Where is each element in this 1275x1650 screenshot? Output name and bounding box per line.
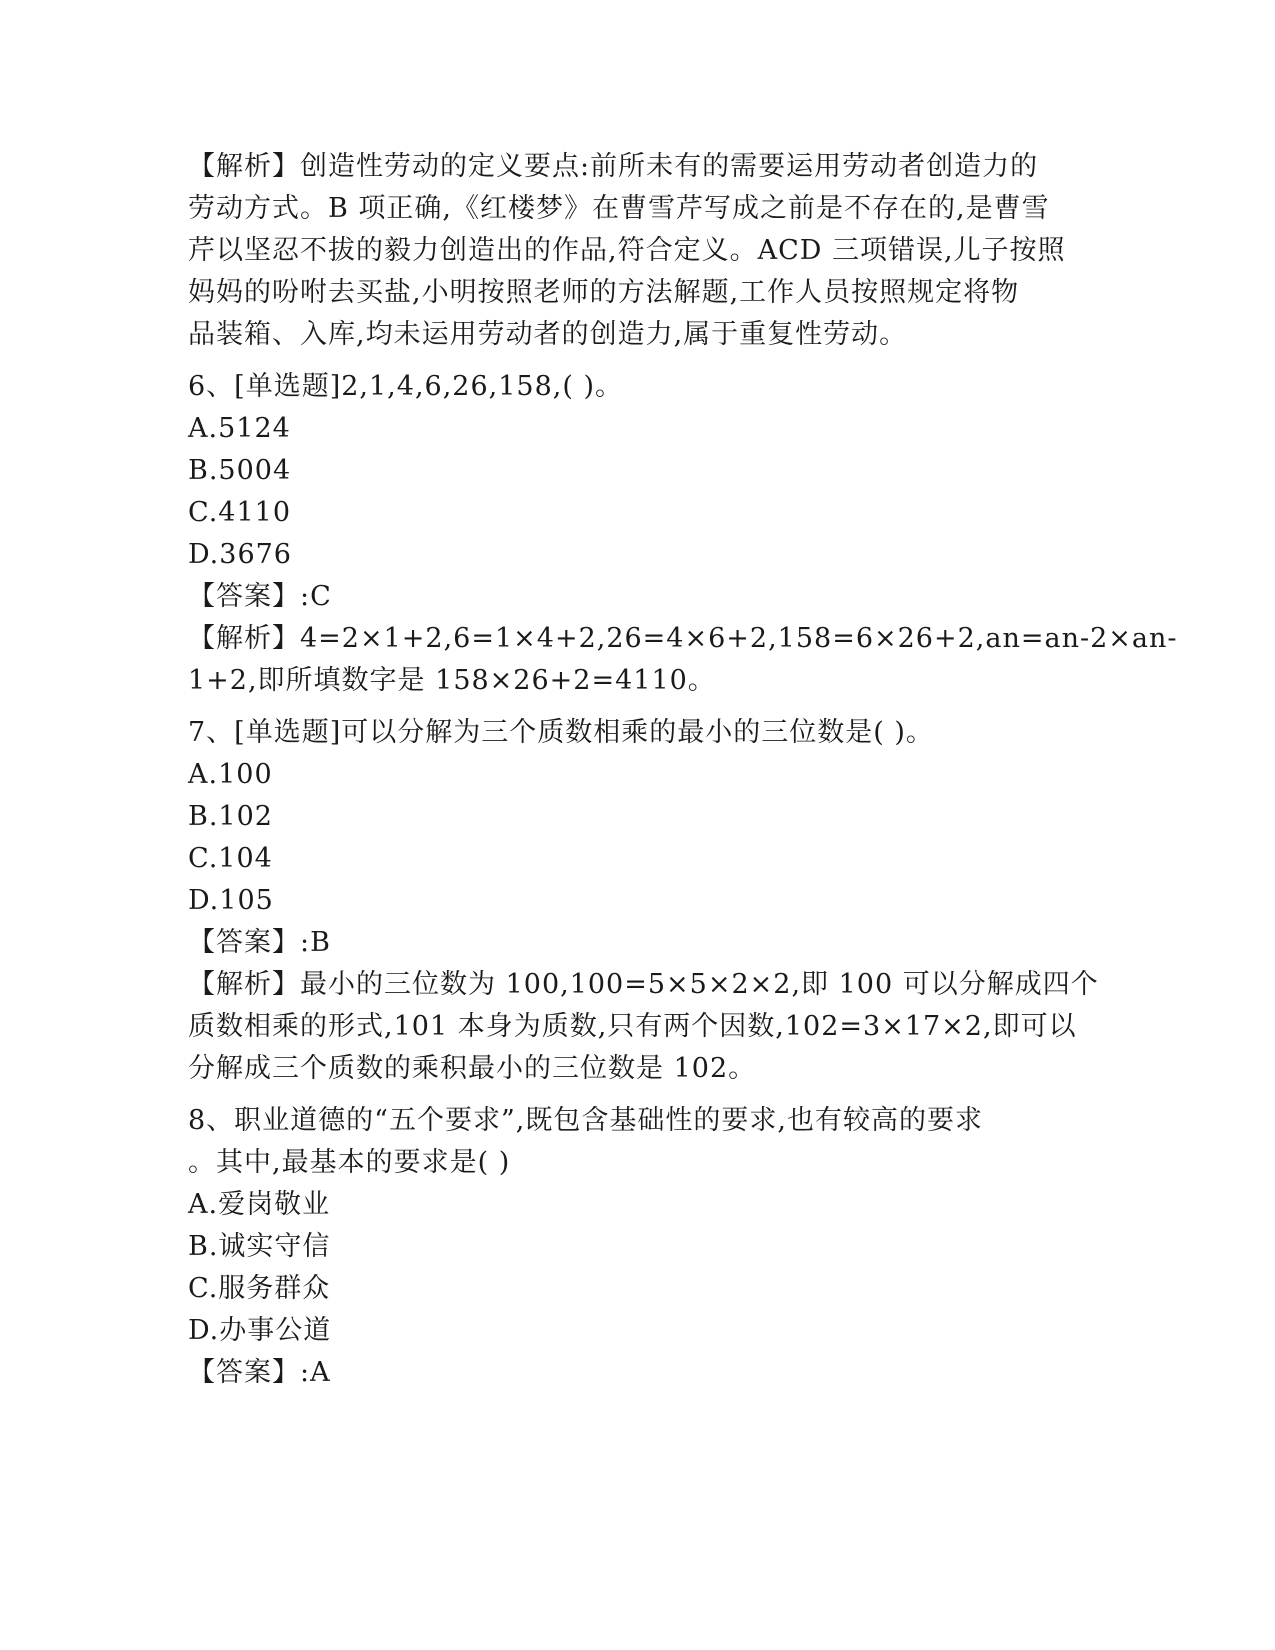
question-title: 6、[单选题]2,1,4,6,26,158,( )。 (188, 371, 623, 402)
option-c: C.104 (188, 843, 273, 874)
option-b: B.5004 (188, 455, 292, 486)
option-a: A.5124 (188, 413, 291, 444)
question-7 (188, 712, 1099, 1090)
question-title: 8、职业道德的“五个要求”,既包含基础性的要求,也有较高的要求 (188, 1105, 983, 1136)
intro-analysis (188, 146, 1088, 356)
analysis-line: 【解析】4=2×1+2,6=1×4+2,26=4×6+2,158=6×26+2,an=an-2×an- (188, 623, 1178, 654)
analysis-line: 【解析】最小的三位数为 100,100=5×5×2×2,即 100 可以分解成四个 (188, 969, 1099, 1000)
option-c: C.4110 (188, 497, 291, 528)
analysis-line: 1+2,即所填数字是 158×26+2=4110。 (188, 665, 716, 696)
question-title-cont: 。其中,最基本的要求是( ) (188, 1147, 511, 1178)
answer: 【答案】:C (188, 581, 332, 612)
option-d: D.3676 (188, 539, 292, 570)
analysis-line: 劳动方式。B 项正确,《红楼梦》在曹雪芹写成之前是不存在的,是曹雪 (188, 193, 1050, 224)
option-a: A.100 (188, 759, 273, 790)
option-d: D.105 (188, 885, 274, 916)
answer: 【答案】:A (188, 1357, 331, 1388)
question-8 (188, 1100, 1088, 1394)
analysis-line: 分解成三个质数的乘积最小的三位数是 102。 (188, 1053, 757, 1084)
analysis-line: 芹以坚忍不拔的毅力创造出的作品,符合定义。ACD 三项错误,儿子按照 (188, 235, 1066, 266)
document-page (188, 146, 1178, 1394)
option-a: A.爱岗敬业 (188, 1189, 331, 1220)
option-b: B.诚实守信 (188, 1231, 331, 1262)
option-d: D.办事公道 (188, 1315, 332, 1346)
analysis-line: 妈妈的吩咐去买盐,小明按照老师的方法解题,工作人员按照规定将物 (188, 277, 1020, 308)
analysis-line: 品装箱、入库,均未运用劳动者的创造力,属于重复性劳动。 (188, 319, 908, 350)
answer: 【答案】:B (188, 927, 331, 958)
option-c: C.服务群众 (188, 1273, 331, 1304)
question-title: 7、[单选题]可以分解为三个质数相乘的最小的三位数是( )。 (188, 717, 934, 748)
question-6 (188, 366, 1178, 702)
analysis-line: 【解析】创造性劳动的定义要点:前所未有的需要运用劳动者创造力的 (188, 151, 1039, 182)
option-b: B.102 (188, 801, 273, 832)
analysis-line: 质数相乘的形式,101 本身为质数,只有两个因数,102=3×17×2,即可以 (188, 1011, 1077, 1042)
